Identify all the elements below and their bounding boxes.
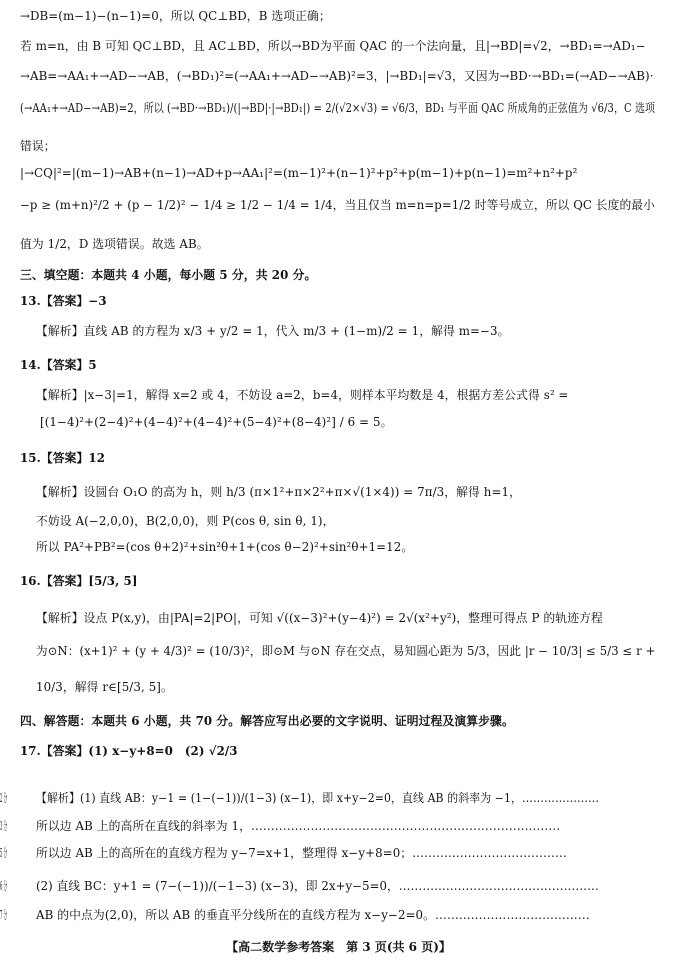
score-mark: 2 分 (0, 791, 8, 805)
solution-step: 所以边 AB 上的高所在直线的斜率为 1，…………………………………………………………………… (36, 819, 561, 833)
text-line: [(1−4)²+(2−4)²+(4−4)²+(4−4)²+(5−4)²+(8−4)²] / 6 = 5。 (40, 415, 393, 429)
text-line: 值为 1/2，D 选项错误。故选 AB。 (20, 237, 209, 251)
question-answer: 13.【答案】−3 (20, 294, 107, 308)
question-explanation: 【解析】|x−3|=1，解得 x=2 或 4，不妨设 a=2，b=4，则样本平均数是 4，根据方差公式得 s² = (36, 388, 569, 402)
page-footer: 【高二数学参考答案 第 3 页(共 6 页)】 (226, 940, 451, 954)
solution-step: (2) 直线 BC：y+1 = (7−(−1))/(−1−3) (x−3)，即 2x+y−5=0，…………………………………………… (36, 879, 599, 893)
solution-step: 所以边 AB 上的高所在的直线方程为 y−7=x+1，整理得 x−y+8=0；………………………………… (36, 846, 567, 860)
question-answer: 16.【答案】[5/3, 5] (20, 574, 138, 588)
score-mark: 3 分 (0, 819, 8, 833)
section-heading: 四、解答题：本题共 6 小题，共 70 分。解答应写出必要的文字说明、证明过程及演算步骤。 (20, 714, 514, 728)
question-explanation: 【解析】设圆台 O₁O 的高为 h，则 h/3 (π×1²+π×2²+π×√(1×4)) = 7π/3，解得 h=1， (36, 485, 521, 499)
solution-step: AB 的中点为(2,0)，所以 AB 的垂直平分线所在的直线方程为 x−y−2=0。………………………………… (36, 908, 590, 922)
score-mark: 7 分 (0, 908, 8, 922)
text-line: →AB=→AA₁+→AD−→AB，(→BD₁)²=(→AA₁+→AD−→AB)²=3，|→BD₁|=√3，又因为→BD·→BD₁=(→AD−→AB)· (20, 69, 654, 83)
question-explanation: 【解析】直线 AB 的方程为 x/3 + y/2 = 1，代入 m/3 + (1−m)/2 = 1，解得 m=−3。 (36, 324, 510, 338)
text-line: 错误； (20, 139, 56, 153)
text-line: −p ≥ (m+n)²/2 + (p − 1/2)² − 1/4 ≥ 1/2 − 1/4 = 1/4，当且仅当 m=n=p=1/2 时等号成立，所以 QC 长度的最小 (20, 198, 655, 212)
question-answer: 14.【答案】5 (20, 358, 97, 372)
question-answer: 15.【答案】12 (20, 451, 106, 465)
text-line: (→AA₁+→AD−→AB)=2，所以 (→BD·→BD₁)/(|→BD|·|→BD₁|) = 2/(√2×√3) = √6/3，BD₁ 与平面 QAC 所成角的正弦值为 √6/3，C 选项 (20, 101, 656, 115)
text-line: |→CQ|²=|(m−1)→AB+(n−1)→AD+p→AA₁|²=(m−1)²+(n−1)²+p²+p(m−1)+p(n−1)=m²+n²+p² (20, 166, 578, 180)
text-line: 所以 PA²+PB²=(cos θ+2)²+sin²θ+1+(cos θ−2)²+sin²θ+1=12。 (36, 540, 414, 554)
question-answer: 17.【答案】(1) x−y+8=0 (2) √2/3 (20, 744, 238, 758)
text-line: 10/3，解得 r∈[5/3, 5]。 (36, 680, 173, 694)
solution-step: 【解析】(1) 直线 AB：y−1 = (1−(−1))/(1−3) (x−1)，即 x+y−2=0，直线 AB 的斜率为 −1，………………… (36, 791, 600, 805)
text-line: 为⊙N：(x+1)² + (y + 4/3)² = (10/3)²，即⊙M 与⊙N 存在交点，易知圆心距为 5/3，因此 |r − 10/3| ≤ 5/3 ≤ r + (36, 644, 656, 658)
score-mark: 6 分 (0, 879, 8, 893)
section-heading: 三、填空题：本题共 4 小题，每小题 5 分，共 20 分。 (20, 268, 317, 282)
text-line: 若 m=n，由 B 可知 QC⊥BD，且 AC⊥BD，所以→BD为平面 QAC 的一个法向量，且|→BD|=√2，→BD₁=→AD₁− (20, 39, 646, 53)
score-mark: 5 分 (0, 846, 8, 860)
text-line: 不妨设 A(−2,0,0)，B(2,0,0)，则 P(cos θ, sin θ, 1)， (36, 514, 335, 528)
question-explanation: 【解析】设点 P(x,y)，由|PA|=2|PO|，可知 √((x−3)²+(y−4)²) = 2√(x²+y²)，整理可得点 P 的轨迹方程 (36, 611, 603, 625)
text-line: →DB=(m−1)−(n−1)=0，所以 QC⊥BD，B 选项正确； (20, 9, 331, 23)
